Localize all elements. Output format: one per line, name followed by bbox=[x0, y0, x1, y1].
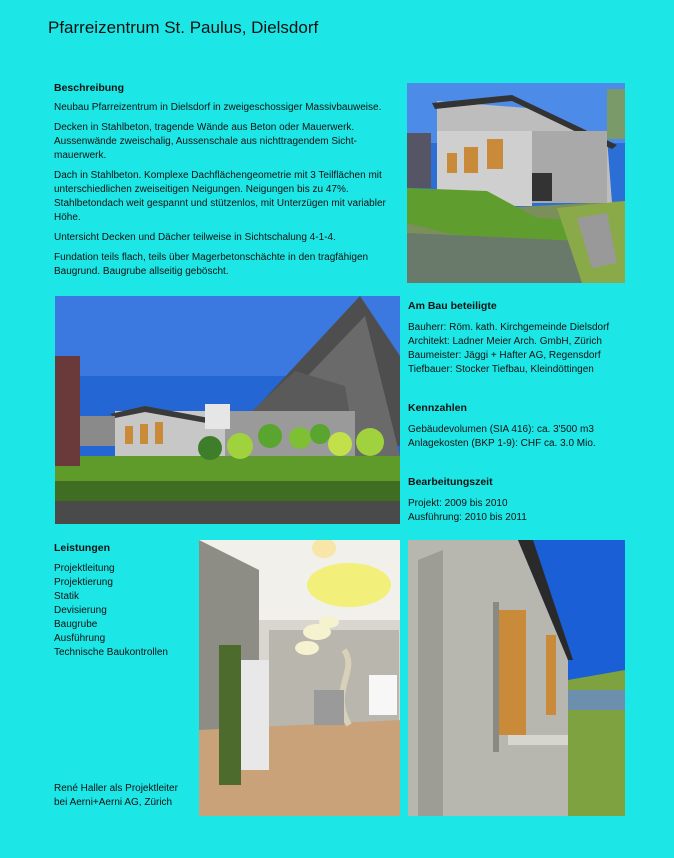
photo-facade-detail bbox=[408, 540, 625, 816]
footer-line: bei Aerni+Aerni AG, Zürich bbox=[54, 797, 173, 808]
services-item: Ausführung bbox=[54, 633, 106, 644]
services-item: Statik bbox=[54, 591, 80, 602]
description-paragraph: Decken in Stahlbeton, tragende Wände aus Beton oder Mauerwerk. Aussenwände zweischalig, Aussenschale aus nichttragendem Sicht-mauerwerk. bbox=[54, 122, 357, 161]
description-section bbox=[54, 82, 394, 285]
services-item: Devisierung bbox=[54, 605, 107, 616]
description-paragraph: Neubau Pfarreizentrum in Dielsdorf in zweigeschossiger Massivbauweise. bbox=[54, 102, 382, 113]
description-heading: Beschreibung bbox=[54, 82, 125, 94]
processing-time-heading: Bearbeitungszeit bbox=[408, 476, 493, 488]
processing-time-line: Ausführung: 2010 bis 2011 bbox=[408, 512, 527, 523]
participants-line: Baumeister: Jäggi + Hafter AG, Regensdorf bbox=[408, 350, 601, 361]
footer-line: René Haller als Projektleiter bbox=[54, 783, 178, 794]
figures-heading: Kennzahlen bbox=[408, 402, 467, 414]
processing-time-line: Projekt: 2009 bis 2010 bbox=[408, 498, 508, 509]
description-paragraph: Fundation teils flach, teils über Magerbetonschächte in den tragfähigen Baugrund. Baugrube allseitig geböscht. bbox=[54, 252, 369, 277]
participants-line: Tiefbauer: Stocker Tiefbau, Kleindöttingen bbox=[408, 364, 594, 375]
services-heading: Leistungen bbox=[54, 542, 111, 554]
services-item: Baugrube bbox=[54, 619, 98, 630]
services-section bbox=[54, 541, 194, 660]
photo-church-exterior bbox=[55, 296, 400, 524]
description-paragraph: Dach in Stahlbeton. Komplexe Dachflächengeometrie mit 3 Teilflächen mit unterschiedlichen zweiseitigen Neigungen. Neigungen bis zu 47%. Stahlbetondach weit gespannt und stützenlos, mit Unterzügen mit variabler Höhe. bbox=[54, 170, 386, 223]
participants-heading: Am Bau beteiligte bbox=[408, 300, 497, 312]
figures-line: Anlagekosten (BKP 1-9): CHF ca. 3.0 Mio. bbox=[408, 438, 596, 449]
processing-time-section bbox=[408, 475, 628, 525]
footer-credit bbox=[54, 782, 204, 810]
services-item: Projektleitung bbox=[54, 563, 115, 574]
services-item: Technische Baukontrollen bbox=[54, 647, 168, 658]
page-title: Pfarreizentrum St. Paulus, Dielsdorf bbox=[48, 18, 319, 37]
photo-interior bbox=[199, 540, 400, 816]
participants-section bbox=[408, 299, 628, 377]
description-paragraph: Untersicht Decken und Dächer teilweise in Sichtschalung 4-1-4. bbox=[54, 232, 336, 243]
participants-line: Architekt: Ladner Meier Arch. GmbH, Zürich bbox=[408, 336, 602, 347]
figures-section bbox=[408, 401, 628, 451]
photo-building-hill bbox=[407, 83, 625, 283]
figures-line: Gebäudevolumen (SIA 416): ca. 3'500 m3 bbox=[408, 424, 594, 435]
services-item: Projektierung bbox=[54, 577, 113, 588]
participants-line: Bauherr: Röm. kath. Kirchgemeinde Dielsdorf bbox=[408, 322, 610, 333]
